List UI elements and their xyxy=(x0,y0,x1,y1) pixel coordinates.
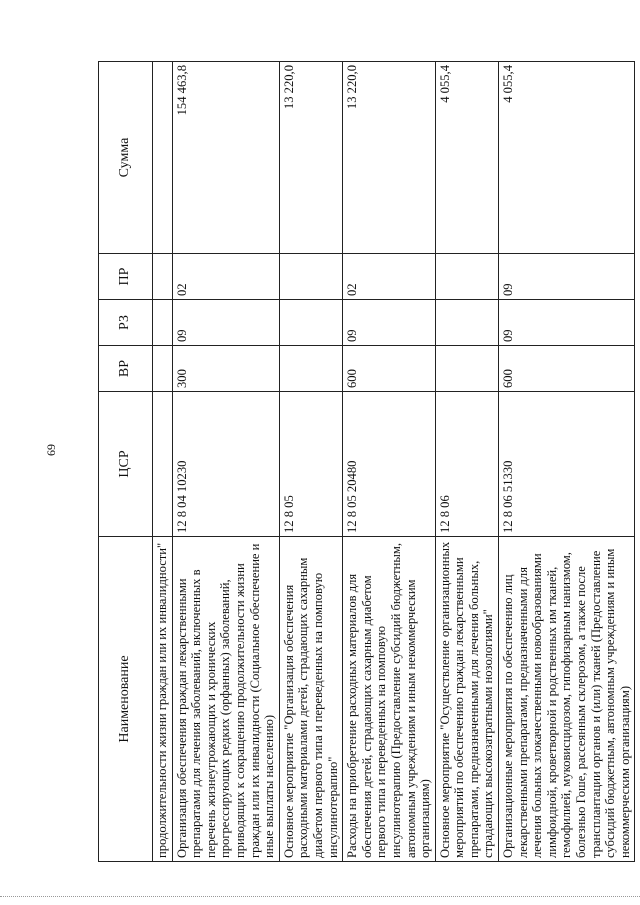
header-csr: ЦСР xyxy=(99,392,153,537)
cell-sum xyxy=(153,62,173,254)
cell-rz xyxy=(435,300,498,346)
cell-name: Организационные мероприятия по обеспечению лиц лекарственными препаратами, предназначенными для лечения больных злокачественными новообразованиями лимфоидной, кроветворной и родственных им тканей, гемофилией, муковисцидозом, гипофизарным нанизмом, болезнью Гоше, рассеянным склерозом, а также после трансплантации органов и (или) тканей (Предоставление субсидий бюджетным, автономным учреждениям и иным некоммерческим организациям) xyxy=(499,537,635,862)
cell-name: Организация обеспечения граждан лекарственными препаратами для лечения заболеваний, включенных в перечень жизнеугрожающих и хронических прогрессирующих редких (орфанных) заболеваний, приводящих к сокращению продолжительности жизни граждан или их инвалидности (Социальное обеспечение и иные выплаты населению) xyxy=(172,537,279,862)
cell-vr: 300 xyxy=(172,346,279,392)
budget-table xyxy=(98,61,635,862)
cell-csr: 12 8 06 xyxy=(435,392,498,537)
cell-name: Расходы на приобретение расходных материалов для обеспечения детей, страдающих сахарным диабетом первого типа и переведенных на помповую инсулинотерапию (Предоставление субсидий бюджетным, автономным учреждениям и иным некоммерческим организациям) xyxy=(343,537,436,862)
header-name: Наименование xyxy=(99,537,153,862)
cell-sum: 4 055,4 xyxy=(435,62,498,254)
header-vr: ВР xyxy=(99,346,153,392)
cell-vr xyxy=(435,346,498,392)
table-row xyxy=(499,62,635,862)
cell-csr: 12 8 05 xyxy=(279,392,342,537)
cell-sum: 13 220,0 xyxy=(279,62,342,254)
table-row xyxy=(172,62,279,862)
cell-pr: 02 xyxy=(172,254,279,300)
table-row xyxy=(343,62,436,862)
cell-vr: 600 xyxy=(343,346,436,392)
cell-pr xyxy=(279,254,342,300)
cell-csr: 12 8 04 10230 xyxy=(172,392,279,537)
cell-rz: 09 xyxy=(172,300,279,346)
cell-vr: 600 xyxy=(499,346,635,392)
cell-rz xyxy=(279,300,342,346)
cell-sum: 4 055,4 xyxy=(499,62,635,254)
cell-sum: 154 463,8 xyxy=(172,62,279,254)
rotated-table-container xyxy=(98,62,632,862)
scan-edge-dots xyxy=(0,896,640,905)
cell-pr xyxy=(153,254,173,300)
cell-name: Основное мероприятие "Организация обеспечения расходными материалами детей, страдающих сахарным диабетом первого типа и переведенных на помповую инсулинотерапию" xyxy=(279,537,342,862)
cell-rz: 09 xyxy=(343,300,436,346)
table-row xyxy=(435,62,498,862)
cell-rz: 09 xyxy=(499,300,635,346)
page-number: 69 xyxy=(44,444,58,456)
cell-vr xyxy=(153,346,173,392)
header-sum: Сумма xyxy=(99,62,153,254)
cell-name: продолжительности жизни граждан или их инвалидности" xyxy=(153,537,173,862)
cell-csr: 12 8 05 20480 xyxy=(343,392,436,537)
cell-vr xyxy=(279,346,342,392)
cell-name: Основное мероприятие "Осуществление организационных мероприятий по обеспечению граждан лекарственными препаратами, предназначенными для лечения больных, страдающих высокозатратными нозологиями" xyxy=(435,537,498,862)
header-pr: ПР xyxy=(99,254,153,300)
cell-pr: 09 xyxy=(499,254,635,300)
cell-pr xyxy=(435,254,498,300)
header-rz: РЗ xyxy=(99,300,153,346)
cell-pr: 02 xyxy=(343,254,436,300)
cell-rz xyxy=(153,300,173,346)
table-header-row xyxy=(99,62,153,862)
table-row xyxy=(279,62,342,862)
table-row xyxy=(153,62,173,862)
cell-sum: 13 220,0 xyxy=(343,62,436,254)
cell-csr xyxy=(153,392,173,537)
cell-csr: 12 8 06 51330 xyxy=(499,392,635,537)
